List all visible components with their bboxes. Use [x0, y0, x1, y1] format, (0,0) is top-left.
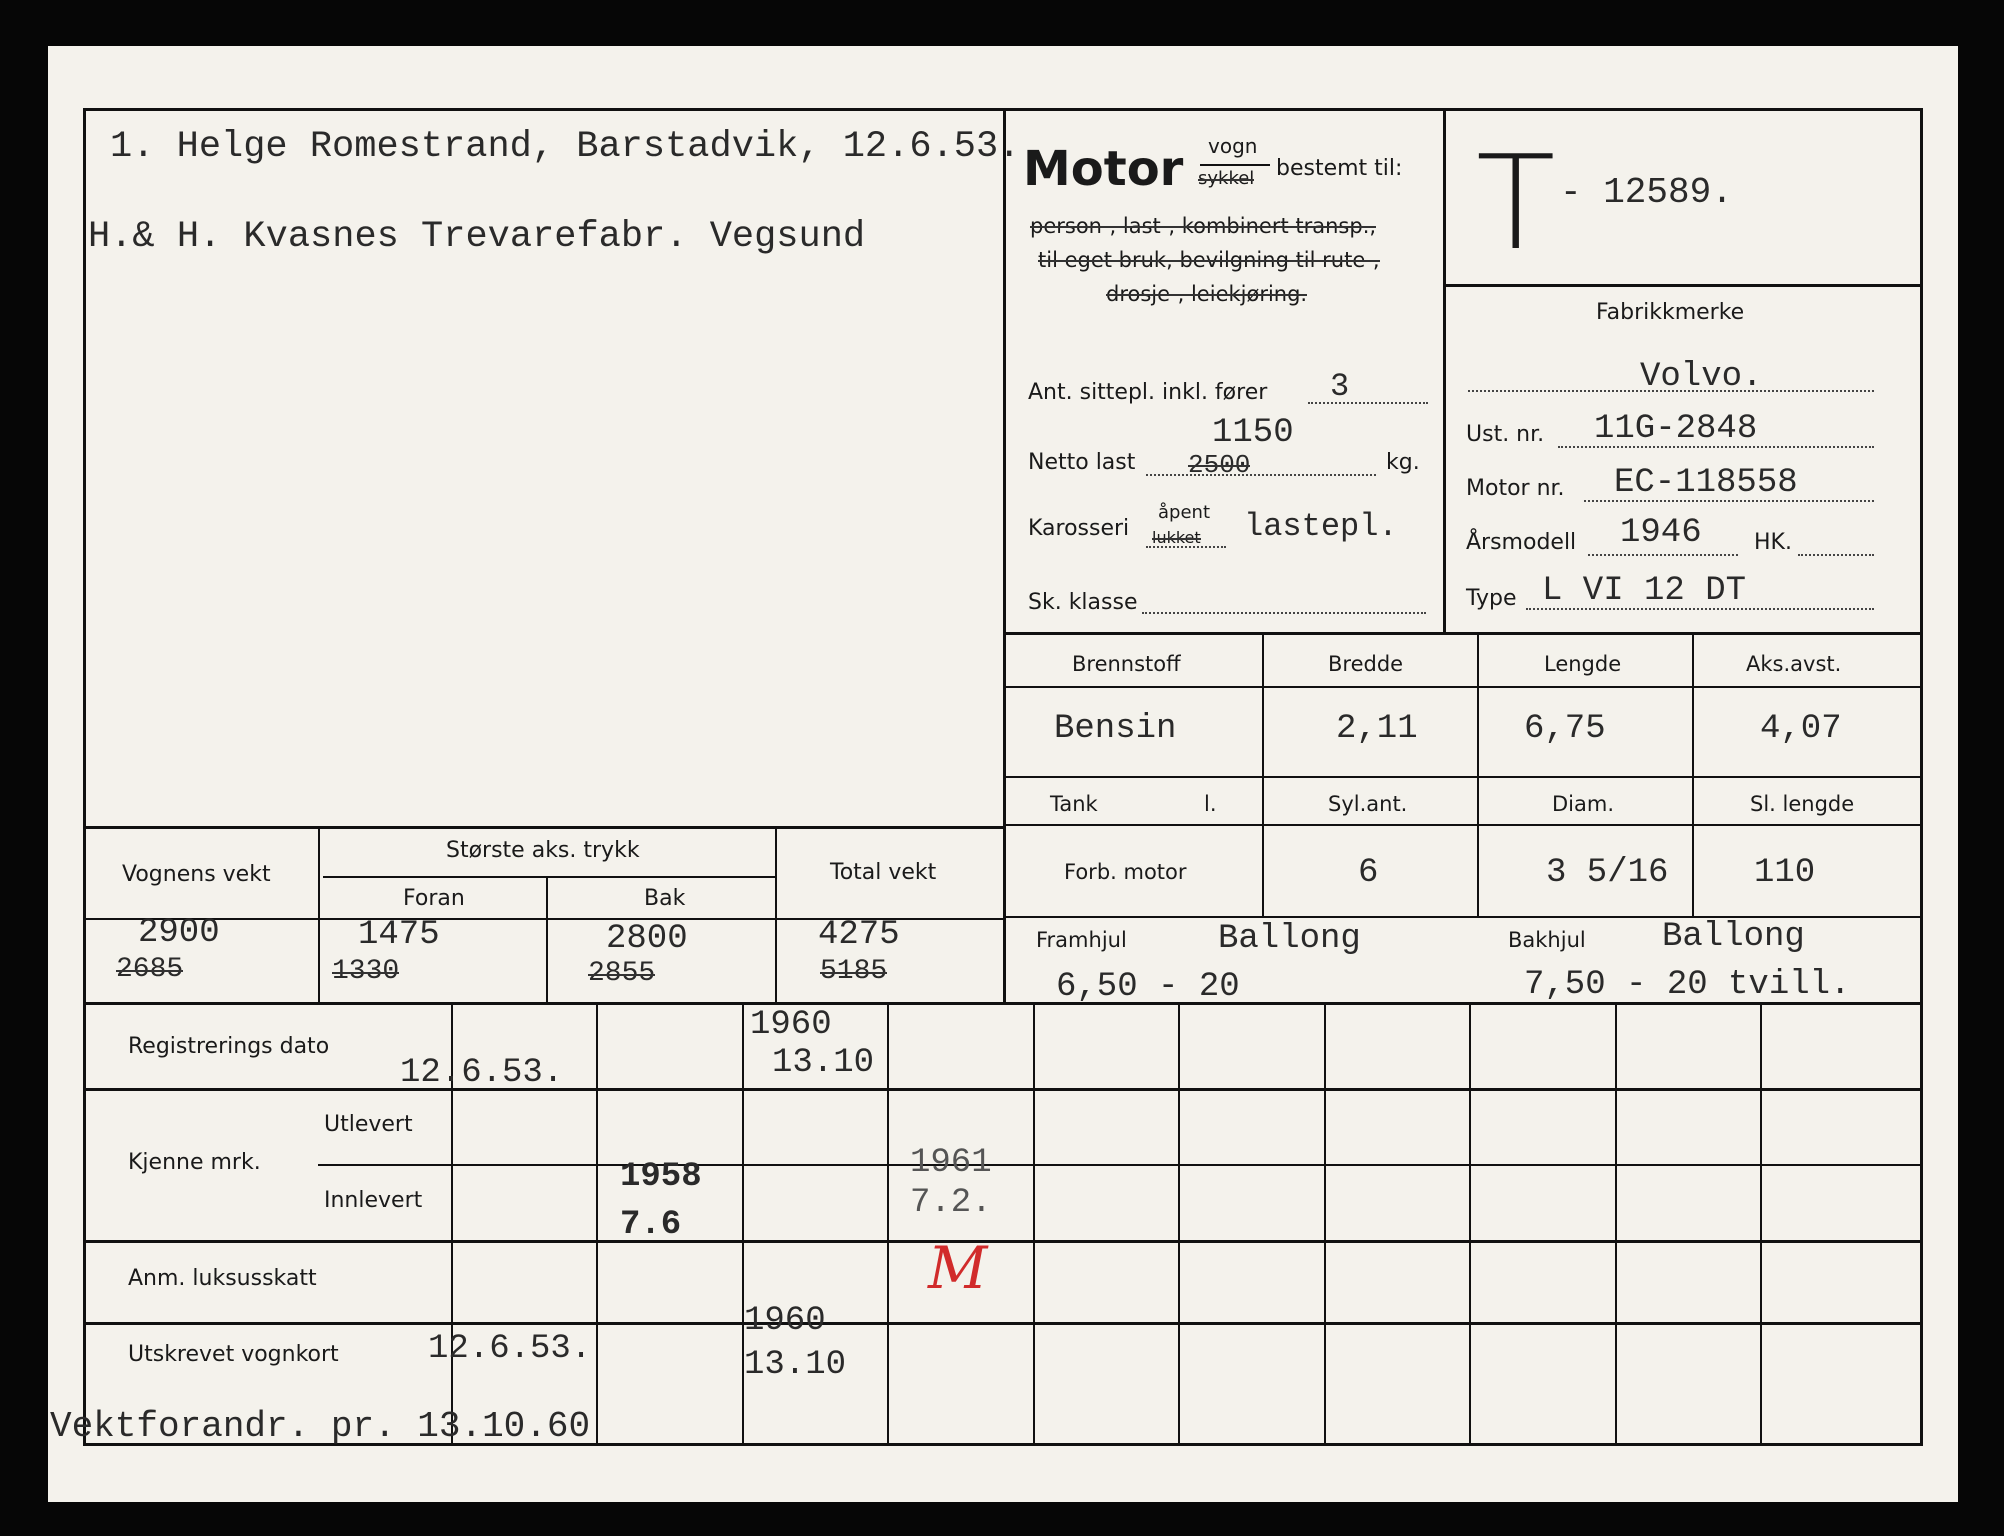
foran-old: 1330 — [332, 956, 400, 987]
karosseri-value: lastepl. — [1244, 508, 1398, 545]
karosseri-apent: åpent — [1158, 502, 1210, 523]
total-label: Total vekt — [830, 860, 937, 885]
divider-specs-row2 — [1005, 776, 1923, 778]
divider-history-2 — [83, 1240, 1923, 1243]
bakhjul-label: Bakhjul — [1508, 928, 1586, 952]
fabrikk-value: Volvo. — [1640, 358, 1763, 396]
divider-history-1 — [83, 1088, 1923, 1091]
karosseri-lukket: lukket — [1152, 528, 1201, 547]
reg-dato-2-year: 1960 — [750, 1006, 832, 1044]
divider-specs-row3 — [1005, 824, 1923, 826]
aksavst-label: Aks.avst. — [1746, 652, 1842, 676]
framhjul-size: 6,50 - 20 — [1056, 968, 1240, 1006]
bredde-label: Bredde — [1328, 652, 1404, 676]
divider-specs-top — [1005, 632, 1923, 635]
utskrevet-label: Utskrevet vognkort — [128, 1342, 339, 1367]
innlevert-label: Innlevert — [324, 1188, 423, 1213]
kjenne-label: Kjenne mrk. — [128, 1150, 261, 1175]
total-old: 5185 — [820, 956, 888, 987]
type-label: Type — [1466, 586, 1517, 611]
bakhjul-size: 7,50 - 20 tvill. — [1524, 966, 1851, 1004]
hk-dots — [1798, 554, 1874, 556]
lengde-value: 6,75 — [1524, 710, 1606, 748]
motor-bestemt: bestemt til: — [1276, 156, 1403, 181]
type-dots — [1526, 608, 1874, 610]
type-value: L VI 12 DT — [1542, 572, 1747, 610]
innlevert-2-date: 7.2. — [910, 1184, 992, 1222]
brennstoff-value: Bensin — [1054, 710, 1177, 748]
divider-weights-top — [83, 826, 1005, 829]
anm-mark: M — [928, 1234, 988, 1302]
seats-value: 3 — [1330, 368, 1350, 405]
vognens-label: Vognens vekt — [122, 862, 271, 887]
skklasse-label: Sk. klasse — [1028, 590, 1138, 615]
history-col-2 — [596, 1004, 598, 1444]
divider-owner-motor — [1003, 108, 1006, 1002]
divider-specs-v1 — [1262, 634, 1264, 916]
storste-label: Største aks. trykk — [446, 838, 640, 863]
diam-label: Diam. — [1552, 792, 1615, 816]
history-col-10 — [1760, 1004, 1762, 1444]
bakhjul-type: Ballong — [1662, 918, 1805, 956]
sylant-label: Syl.ant. — [1328, 792, 1408, 816]
netto-label: Netto last — [1028, 450, 1136, 475]
bak-old: 2855 — [588, 958, 656, 989]
foran-label: Foran — [403, 886, 465, 911]
netto-dots — [1146, 474, 1376, 476]
innlevert-2-year: 1961 — [910, 1144, 992, 1182]
motor-nr-value: EC-118558 — [1614, 464, 1798, 502]
bak-new: 2800 — [606, 920, 688, 958]
divider-specs-header — [1005, 686, 1923, 688]
sllengde-label: Sl. lengde — [1750, 792, 1855, 816]
divider-history-kjenne — [318, 1164, 1923, 1166]
motor-use-line1: person-, last-, kombinert transp., — [1030, 214, 1377, 238]
divider-motor-vehicle — [1443, 108, 1446, 632]
reg-dato-2-date: 13.10 — [772, 1044, 875, 1082]
motor-use-line2: til eget bruk, bevilgning til rute-, — [1038, 248, 1380, 272]
sylant-value: 6 — [1358, 854, 1379, 892]
bak-label: Bak — [644, 886, 686, 911]
history-col-6 — [1178, 1004, 1180, 1444]
seats-label: Ant. sittepl. inkl. fører — [1028, 380, 1268, 405]
forb-label: Forb. motor — [1064, 860, 1187, 884]
sllengde-value: 110 — [1754, 854, 1816, 892]
netto-old: 2500 — [1188, 450, 1251, 480]
reg-dato-1: 12.6.53. — [400, 1054, 564, 1092]
divider-weights-sub — [323, 876, 777, 878]
history-col-7 — [1324, 1004, 1326, 1444]
ust-dots — [1558, 446, 1874, 448]
reg-prefix: T — [1476, 127, 1556, 279]
motor-nr-dots — [1584, 500, 1874, 502]
arsmodell-label: Årsmodell — [1466, 530, 1577, 555]
utlevert-label: Utlevert — [324, 1112, 413, 1137]
framhjul-label: Framhjul — [1036, 928, 1127, 952]
divider-weights-v3 — [775, 828, 777, 1004]
divider-history-3 — [83, 1322, 1923, 1325]
divider-specs-v3 — [1692, 634, 1694, 916]
aksavst-value: 4,07 — [1760, 710, 1842, 748]
brennstoff-label: Brennstoff — [1072, 652, 1181, 676]
reg-number: - 12589. — [1560, 172, 1733, 213]
netto-new: 1150 — [1212, 414, 1294, 452]
innlevert-1-year: 1958 — [620, 1158, 702, 1196]
karosseri-dots — [1146, 546, 1226, 548]
skklasse-dots — [1142, 612, 1426, 614]
history-col-5 — [1033, 1004, 1035, 1444]
fabrikk-label: Fabrikkmerke — [1596, 300, 1745, 325]
history-col-4 — [887, 1004, 889, 1444]
reg-dato-label: Registrerings dato — [128, 1034, 330, 1059]
utskrevet-1: 12.6.53. — [428, 1330, 592, 1368]
total-new: 4275 — [818, 916, 900, 954]
hk-label: HK. — [1754, 530, 1792, 555]
fabrikk-dots — [1468, 390, 1874, 392]
utskrevet-2-date: 13.10 — [744, 1346, 847, 1384]
diam-value: 3 5/16 — [1546, 854, 1669, 892]
anm-label: Anm. luksusskatt — [128, 1266, 317, 1291]
divider-regnumber — [1445, 284, 1923, 287]
bredde-value: 2,11 — [1336, 710, 1418, 748]
owner-line-2: H.& H. Kvasnes Trevarefabr. Vegsund — [88, 216, 866, 258]
footer-note: Vektforandr. pr. 13.10.60 — [50, 1406, 591, 1447]
history-col-9 — [1615, 1004, 1617, 1444]
divider-weights-v2 — [546, 878, 548, 1004]
ust-label: Ust. nr. — [1466, 422, 1545, 447]
arsmodell-value: 1946 — [1620, 514, 1702, 552]
ust-value: 11G-2848 — [1594, 410, 1758, 448]
frame-left — [83, 108, 86, 1446]
tank-label: Tank — [1050, 792, 1098, 816]
vognens-old: 2685 — [116, 954, 184, 985]
motor-title: Motor — [1023, 141, 1184, 197]
motor-use-line3: drosje-, leiekjøring. — [1106, 282, 1308, 306]
seats-dots — [1308, 402, 1428, 404]
motor-fraction-line — [1200, 164, 1270, 166]
divider-weights-v1 — [318, 828, 320, 1004]
innlevert-1-date: 7.6 — [620, 1206, 682, 1244]
karosseri-label: Karosseri — [1028, 516, 1130, 541]
arsmodell-dots — [1588, 554, 1738, 556]
vehicle-registration-card — [48, 46, 1958, 1502]
history-col-8 — [1469, 1004, 1471, 1444]
motor-nr-label: Motor nr. — [1466, 476, 1565, 501]
framhjul-type: Ballong — [1218, 920, 1361, 958]
foran-new: 1475 — [358, 916, 440, 954]
lengde-label: Lengde — [1544, 652, 1622, 676]
vognens-new: 2900 — [138, 914, 220, 952]
motor-sykkel: sykkel — [1198, 168, 1255, 189]
motor-vogn: vogn — [1208, 134, 1258, 158]
utskrevet-2-year: 1960 — [744, 1302, 826, 1340]
owner-line-1: 1. Helge Romestrand, Barstadvik, 12.6.53. — [110, 126, 1021, 168]
netto-kg: kg. — [1386, 450, 1420, 475]
divider-specs-v2 — [1477, 634, 1479, 916]
tank-unit: l. — [1204, 792, 1217, 816]
